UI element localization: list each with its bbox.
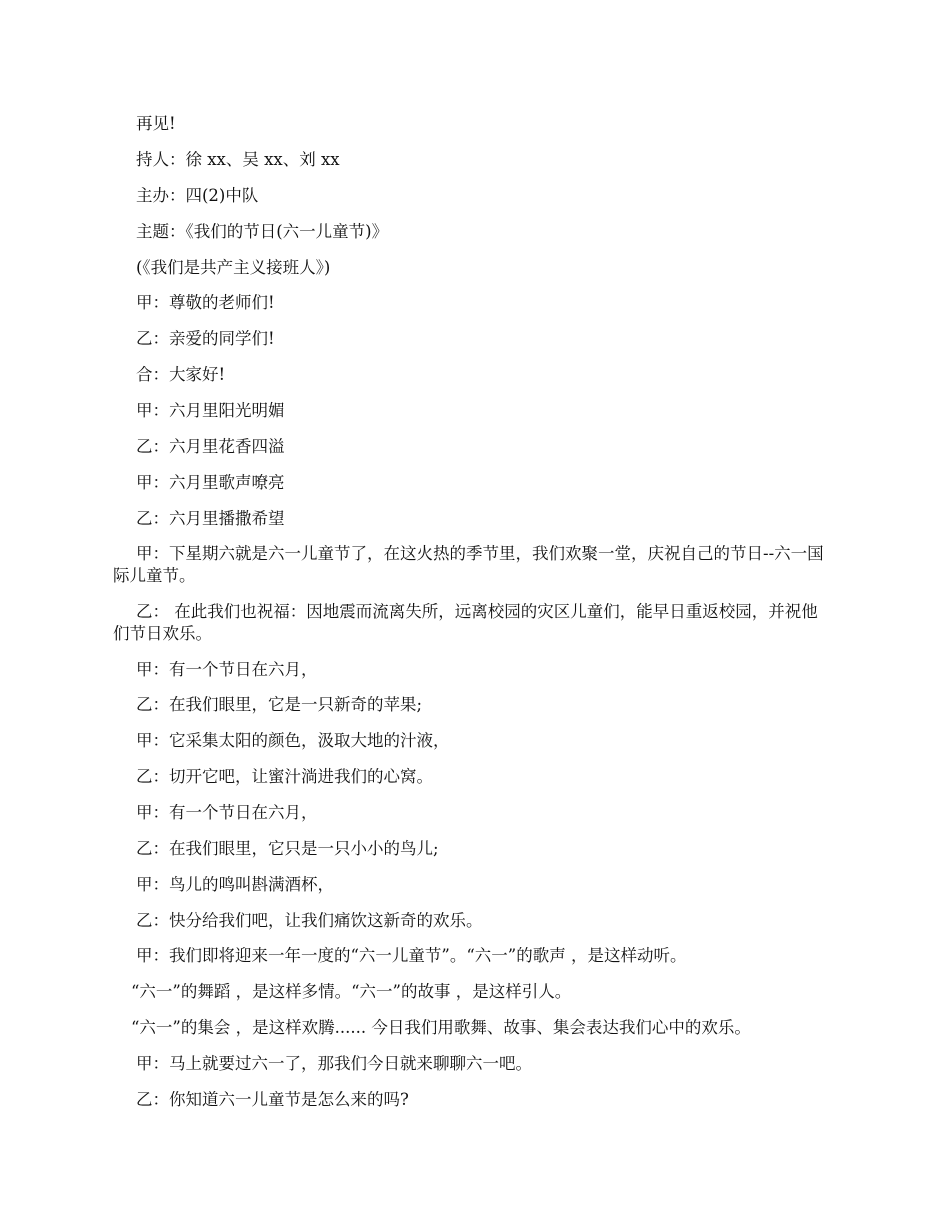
text-line: 甲：六月里歌声嘹亮 xyxy=(136,473,285,492)
text-line: 甲：鸟儿的鸣叫斟满酒杯， xyxy=(136,875,334,894)
text-paragraph: 乙： 在此我们也祝福：因地震而流离失所，远离校园的灾区儿童们，能早日重返校园，并祝他们节日欢乐。 xyxy=(113,602,818,643)
text-line: 甲：尊敬的老师们! xyxy=(136,293,275,312)
text-line: 乙：六月里播撒希望 xyxy=(136,509,285,528)
text-line-farewell: 再见! xyxy=(136,114,176,133)
text-line: 乙：六月里花香四溢 xyxy=(136,437,285,456)
text-paragraph: 甲：下星期六就是六一儿童节了，在这火热的季节里，我们欢聚一堂，庆祝自己的节日--六一国际儿童节。 xyxy=(113,544,824,585)
text-line: 合：大家好! xyxy=(136,365,226,384)
text-line-subtheme: (《我们是共产主义接班人》) xyxy=(136,258,331,277)
text-line: 乙：快分给我们吧，让我们痛饮这新奇的欢乐。 xyxy=(136,911,483,930)
text-line: “六一”的舞蹈 ，是这样多情。“六一”的故事 ，是这样引人。 xyxy=(131,982,572,1001)
text-line: 甲：有一个节日在六月， xyxy=(136,803,318,822)
text-line-organizer: 主办：四(2)中队 xyxy=(136,186,259,205)
text-line: 甲：我们即将迎来一年一度的“六一儿童节”。“六一”的歌声 ，是这样动听。 xyxy=(136,946,687,965)
text-line: 甲：有一个节日在六月， xyxy=(136,660,318,679)
text-line: 乙：你知道六一儿童节是怎么来的吗? xyxy=(136,1090,409,1109)
text-line-hosts: 持人：徐 xx、吴 xx、刘 xx xyxy=(136,150,340,169)
text-line: “六一”的集会 ，是这样欢腾...... 今日我们用歌舞、故事、集会表达我们心中的欢乐。 xyxy=(131,1018,751,1037)
text-line: 甲：马上就要过六一了，那我们今日就来聊聊六一吧。 xyxy=(136,1054,532,1073)
text-line-theme: 主题：《我们的节日(六一儿童节)》 xyxy=(136,222,389,241)
text-line: 乙：亲爱的同学们! xyxy=(136,329,275,348)
text-line: 乙：切开它吧，让蜜汁淌进我们的心窝。 xyxy=(136,767,433,786)
text-line: 乙：在我们眼里，它是一只新奇的苹果; xyxy=(136,695,423,714)
text-line: 甲：它采集太阳的颜色，汲取大地的汁液， xyxy=(136,731,450,750)
text-line: 甲：六月里阳光明媚 xyxy=(136,401,285,420)
text-line: 乙：在我们眼里，它只是一只小小的鸟儿; xyxy=(136,839,439,858)
